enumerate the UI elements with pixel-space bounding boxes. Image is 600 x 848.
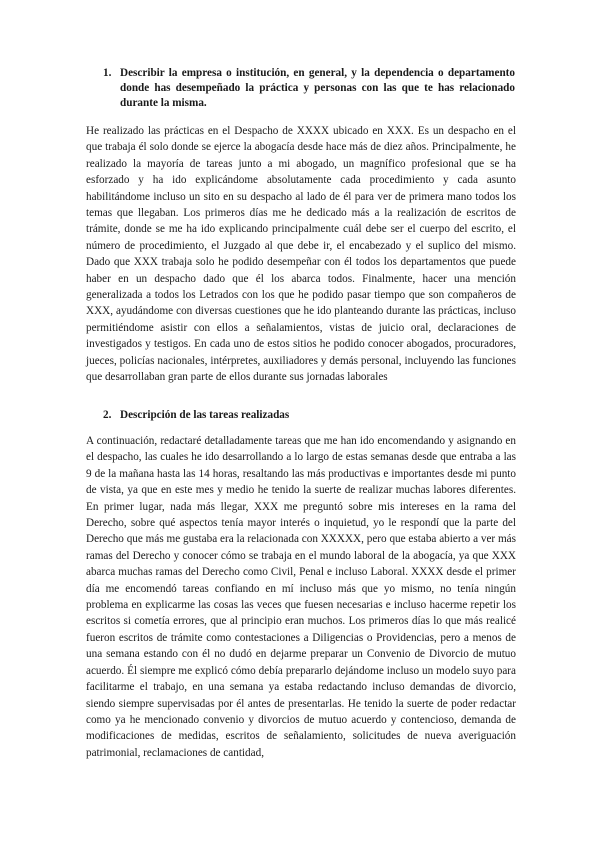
section-1-number: 1. bbox=[103, 67, 112, 79]
section-1-paragraph: He realizado las prácticas en el Despacho de XXXX ubicado en XXX. Es un despacho en el que trabaja él solo donde se ejerce la abogacía desde hace más de diez años. Principalmente, he realizado la mayoría de tareas junto a mi abogado, un magnífico profesional que se ha esforzado y ha ido explicándome absolutamente cada procedimiento y cada asunto habilitándome incluso un sito en su despacho al lado de él para ver de primera mano todos los temas que llegaban. Los primeros días me he dedicado más a la realización de escritos de trámite, donde se me ha ido explicando principalmente cuál debe ser el cuerpo del escrito, el número de procedimiento, el Juzgado al que debe ir, el encabezado y el suplico del mismo. Dado que XXX trabaja solo he podido desempeñar con él todos los departamentos que puede haber en un despacho dado que él los abarca todos. Finalmente, hacer una mención generalizada a todos los Letrados con los que he podido pasar tiempo que son compañeros de XXX, ayudándome con diversas cuestiones que he ido planteando durante las prácticas, incluso permitiéndome asistir con ellos a señalamientos, vistas de juicio oral, declaraciones de investigados y testigos. En cada uno de estos sitios he podido conocer abogados, procuradores, jueces, policías nacionales, intérpretes, auxiliadores y demás personal, incluyendo las funciones que desarrollaban gran parte de ellos durante sus jornadas laborales bbox=[86, 125, 516, 384]
section-1-title: Describir la empresa o institución, en general, y la dependencia o departamento donde has desempeñado la práctica y personas con las que te has relacionado durante la misma. bbox=[120, 67, 515, 109]
section-2-number: 2. bbox=[103, 409, 112, 421]
section-2-heading bbox=[103, 408, 503, 423]
section-2-paragraph: A continuación, redactaré detalladamente tareas que me han ido encomendando y asignando en el despacho, las cuales he ido desarrollando a lo largo de estas semanas desde que entraba a las 9 de la mañana hasta las 14 horas, resaltando las más productivas e importantes desde mi punto de vista, ya que en este mes y medio he tenido la suerte de realizar muchas labores diferentes. En primer lugar, nada más llegar, XXX me preguntó sobre mis intereses en la rama del Derecho, sobre qué aspectos tenía mayor interés o inquietud, yo le respondí que la parte del Derecho que más me gustaba era la relacionada con XXXXX, pero que estaba abierto a ver más ramas del Derecho y conocer cómo se trabaja en el mundo laboral de la abogacía, ya que XXX abarca muchas ramas del Derecho como Civil, Penal e incluso Laboral. XXXX desde el primer día me encomendó tareas confiando en mí incluso más que yo mismo, no tenía ningún problema en explicarme las cosas las veces que fuesen necesarias e incluso hacerme repetir los escritos si cometía errores, que al principio eran muchos. Los primeros días lo que más realicé fueron escritos de trámite como contestaciones a Diligencias o Providencias, pero a menos de una semana estando con él no dudó en dejarme preparar un Convenio de Divorcio de mutuo acuerdo. Él siempre me explicó cómo debía prepararlo dejándome incluso un modelo suyo para facilitarme el trabajo, en una semana ya estaba redactando incluso demandas de divorcio, siendo siempre supervisadas por él antes de presentarlas. He tenido la suerte de poder redactar como ya he mencionado convenio y divorcios de mutuo acuerdo y contencioso, demanda de modificaciones de medidas, escritos de señalamiento, solicitudes de nueva averiguación patrimonial, reclamaciones de cantidad, bbox=[86, 435, 516, 759]
section-1-heading bbox=[103, 66, 515, 111]
section-2-title: Descripción de las tareas realizadas bbox=[120, 409, 290, 421]
